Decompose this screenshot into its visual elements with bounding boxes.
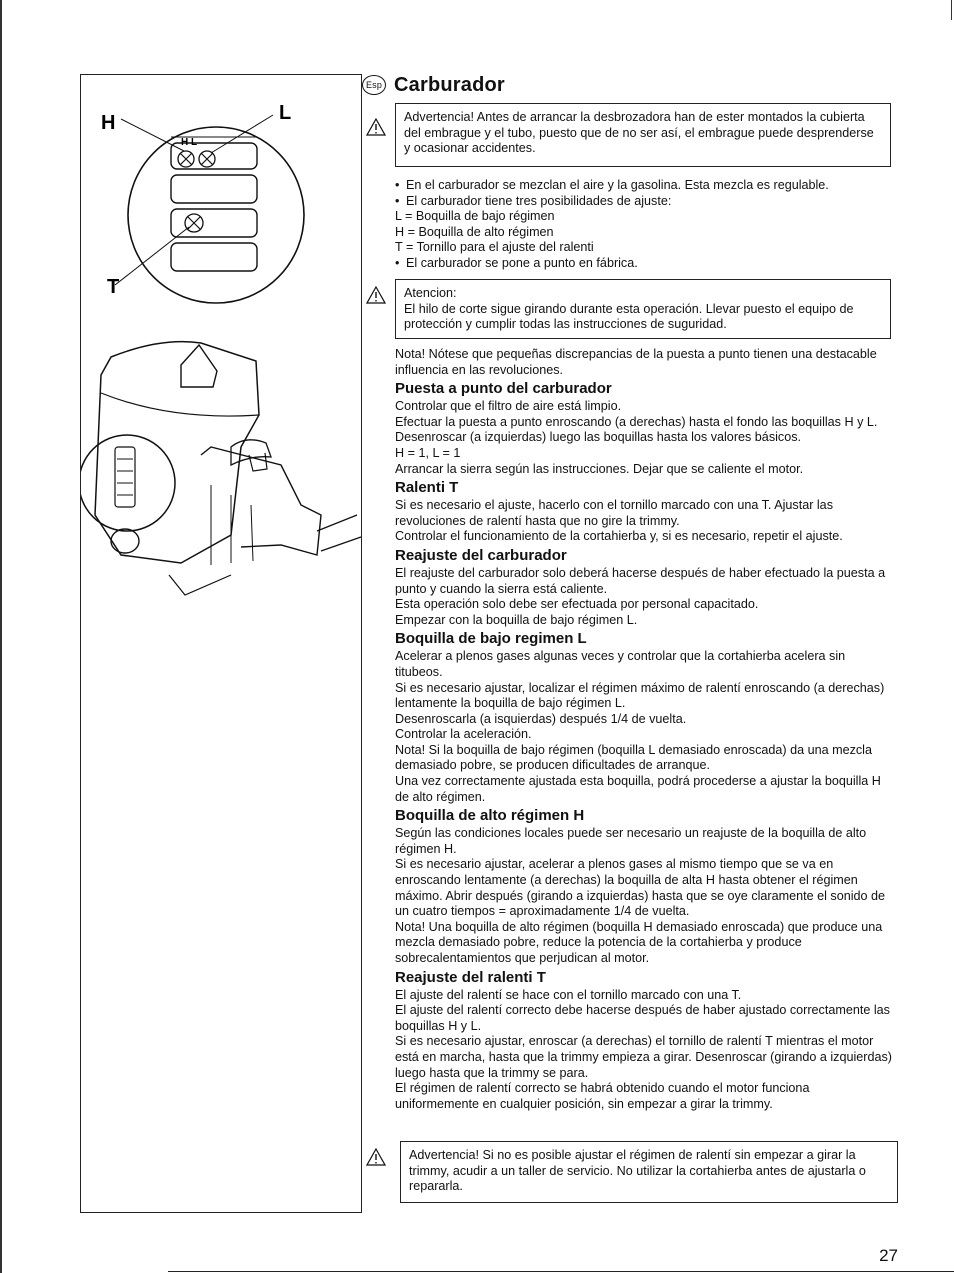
paragraph: Acelerar a plenos gases algunas veces y controlar que la cortahierba acelera sin titubeos. — [395, 649, 846, 679]
paragraph: El régimen de ralentí correcto se habrá obtenido cuando el motor funciona uniformemente en cualquier posición, sin empezar a girar la trimmy. — [395, 1081, 810, 1111]
carburetor-illustration — [81, 75, 363, 1214]
paragraph: El reajuste del carburador solo deberá hacerse después de haber efectuado la puesta a punto y cuando la sierra está caliente. — [395, 565, 886, 596]
paragraph: Si es necesario ajustar, enroscar (a derechas) el tornillo de ralentí T mientras el motor está en marcha, hasta que la trimmy empieza a girar. Desenroscar (girando a izquierdas) luego hasta que la trimmy se para. — [395, 1034, 892, 1080]
scan-edge-left — [0, 0, 2, 1273]
paragraph: Una vez correctamente ajustada esta boquilla, podrá procederse a ajustar la boquilla H de alto régimen. — [395, 774, 881, 804]
paragraph: Nota! Una boquilla de alto régimen (boquilla H demasiado enroscada) que produce una mezcla demasiado pobre, reduce la potencia de la cortahierba y produce sobrecalentamientos que perjudican al motor. — [395, 919, 883, 965]
list-item: • El carburador se pone a punto en fábrica. — [395, 256, 895, 272]
paragraph: Desenroscar (a izquierdas) luego las boquillas hasta los valores básicos. — [395, 430, 802, 445]
attention-text: El hilo de corte sigue girando durante esta operación. Llevar puesto el equipo de protección y cumplir todas las instrucciones de suguridad. — [404, 301, 854, 332]
paragraph: Esta operación solo debe ser efectuada por personal capacitado. — [395, 597, 759, 612]
paragraph: H = 1, L = 1 — [395, 445, 461, 460]
paragraph: Según las condiciones locales puede ser necesario un reajuste de la boquilla de alto régimen H. — [395, 826, 867, 856]
paragraph: El ajuste del ralentí se hace con el tornillo marcado con una T. — [395, 987, 742, 1002]
section-heading: Puesta a punto del carburador — [395, 380, 612, 398]
main-text — [395, 347, 895, 1112]
page-number: 27 — [879, 1246, 898, 1265]
scan-edge-right — [951, 0, 952, 20]
label-h: H — [101, 112, 116, 134]
language-badge: Esp — [362, 75, 386, 95]
intro-section — [395, 178, 895, 272]
paragraph: Controlar el funcionamiento de la cortahierba y, si es necesario, repetir el ajuste. — [395, 529, 843, 544]
warning-triangle-icon — [366, 118, 386, 136]
paragraph: Arrancar la sierra según las instrucciones. Dejar que se caliente el motor. — [395, 461, 804, 476]
title-text: Carburador — [394, 74, 505, 96]
section-heading: Boquilla de bajo regimen L — [395, 630, 587, 648]
paragraph: Efectuar la puesta a punto enroscando (a derechas) hasta el fondo las boquillas H y L. — [395, 414, 878, 429]
setting-line: T = Tornillo para el ajuste del ralenti — [395, 240, 594, 255]
paragraph: Si es necesario ajustar, acelerar a plenos gases al mismo tiempo que se va en enroscando lentamente (a derechas) la boquilla de alta H hasta obtener el régimen máximo. Abrir después (girando a izquierdas) hasta que se oye claramente el sonido de un cuatro tiempos = aproximadamente 1/4 de vuelta. — [395, 857, 886, 919]
setting-line: H = Boquilla de alto régimen — [395, 224, 554, 239]
attention-box — [395, 279, 891, 339]
paragraph: Desenroscarla (a isquierdas) después 1/4 de vuelta. — [395, 711, 687, 726]
section-heading: Boquilla de alto régimen H — [395, 807, 585, 825]
list-item: • En el carburador se mezclan el aire y la gasolina. Esta mezcla es regulable. — [395, 178, 895, 194]
section-heading: Reajuste del ralenti T — [395, 968, 546, 986]
paragraph: El ajuste del ralentí correcto debe hacerse después de haber ajustado correctamente las boquillas H y L. — [395, 1003, 890, 1033]
paragraph: Empezar con la boquilla de bajo régimen L. — [395, 612, 638, 627]
section-heading: Ralenti T — [395, 479, 459, 497]
paragraph: Nota! Si la boquilla de bajo régimen (boquilla L demasiado enroscada) da una mezcla demasiado pobre, se producen dificultades de arranque. — [395, 742, 872, 773]
note-text: Nota! Nótese que pequeñas discrepancias de la puesta a punto tienen una destacable influencia en las revoluciones. — [395, 347, 877, 377]
warning-text: Advertencia! Antes de arrancar la desbrozadora han de ester montados la cubierta del embrague y el tubo, puesto que de no ser así, el embrague puede desprenderse y ocasionar accidentes. — [404, 110, 874, 156]
bottom-rule — [168, 1271, 954, 1272]
warning-text: Advertencia! Si no es posible ajustar el régimen de ralentí sin empezar a girar la trimmy, acudir a un taller de servicio. No utilizar la cortahierba antes de ajustarla o repararla. — [409, 1148, 866, 1194]
paragraph: Si es necesario ajustar, localizar el régimen máximo de ralentí enroscando (a derechas) lentamente la boquilla de bajo régimen L. — [395, 680, 885, 711]
attention-heading: Atencion: — [404, 286, 457, 300]
mini-label-hl: H L — [181, 137, 198, 148]
label-l: L — [279, 102, 292, 124]
carburetor-figure — [80, 74, 362, 1213]
warning-box — [400, 1141, 898, 1203]
paragraph: Controlar que el filtro de aire está limpio. — [395, 399, 622, 414]
paragraph: Si es necesario el ajuste, hacerlo con el tornillo marcado con una T. Ajustar las revoluciones de ralentí hasta que no gire la trimmy. — [395, 498, 833, 528]
label-t: T — [107, 276, 120, 298]
paragraph: Controlar la aceleración. — [395, 727, 532, 742]
warning-box — [395, 103, 891, 167]
section-heading: Reajuste del carburador — [395, 546, 567, 564]
warning-triangle-icon — [366, 1148, 386, 1166]
list-item: • El carburador tiene tres posibilidades de ajuste: — [395, 194, 895, 210]
setting-line: L = Boquilla de bajo régimen — [395, 209, 555, 224]
page-title — [362, 74, 505, 97]
warning-triangle-icon — [366, 286, 386, 304]
